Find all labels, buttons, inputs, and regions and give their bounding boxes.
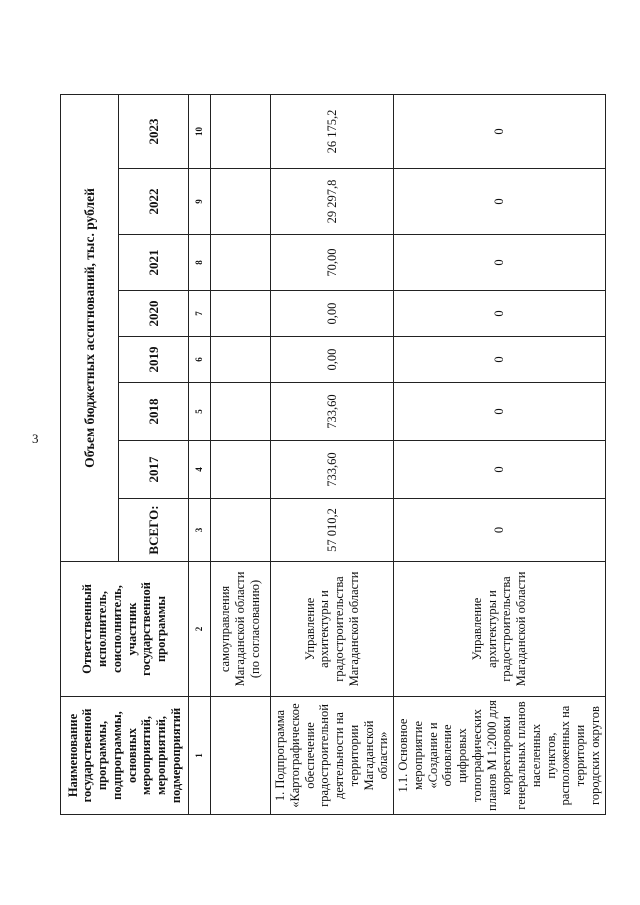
row-value-2017 <box>211 441 271 499</box>
row-value-2021 <box>211 235 271 291</box>
row-name <box>211 697 271 815</box>
header-total: ВСЕГО: <box>119 499 189 562</box>
row-value-2021: 70,00 <box>271 235 394 291</box>
row-value-2018: 733,60 <box>271 383 394 441</box>
row-value-2018 <box>211 383 271 441</box>
col-number: 1 <box>189 697 211 815</box>
row-value-2022: 29 297,8 <box>271 169 394 235</box>
row-value-2023 <box>211 94 271 168</box>
col-number: 3 <box>189 499 211 562</box>
header-year-2021: 2021 <box>119 235 189 291</box>
budget-table <box>60 94 606 815</box>
row-value-2020: 0 <box>394 291 606 337</box>
row-value-2019: 0,00 <box>271 337 394 383</box>
header-year-2017: 2017 <box>119 441 189 499</box>
col-number: 6 <box>189 337 211 383</box>
rotated-table-wrapper <box>60 95 602 815</box>
row-value-2019 <box>211 337 271 383</box>
col-number: 7 <box>189 291 211 337</box>
row-value-2023: 0 <box>394 94 606 168</box>
row-value-2017: 733,60 <box>271 441 394 499</box>
row-total <box>211 499 271 562</box>
header-year-2022: 2022 <box>119 169 189 235</box>
row-value-2017: 0 <box>394 441 606 499</box>
header-year-2023: 2023 <box>119 94 189 168</box>
row-value-2023: 26 175,2 <box>271 94 394 168</box>
row-executor: Управление архитектуры и градостроительства Магаданской области <box>394 562 606 697</box>
header-year-2018: 2018 <box>119 383 189 441</box>
col-number: 2 <box>189 562 211 697</box>
header-year-2020: 2020 <box>119 291 189 337</box>
page-number: 3 <box>32 431 39 446</box>
col-number: 10 <box>189 94 211 168</box>
row-name: 1.1. Основное мероприятие «Создание и обновление цифровых топографических планов М 1:2000 для корректировки генеральных планов населенных пунктов, расположенных на территории городских округов <box>394 697 606 815</box>
header-year-2019: 2019 <box>119 337 189 383</box>
row-value-2022 <box>211 169 271 235</box>
row-value-2019: 0 <box>394 337 606 383</box>
row-total: 0 <box>394 499 606 562</box>
row-value-2020: 0,00 <box>271 291 394 337</box>
col-number: 4 <box>189 441 211 499</box>
col-number: 9 <box>189 169 211 235</box>
row-executor: Управление архитектуры и градостроительства Магаданской области <box>271 562 394 697</box>
row-value-2018: 0 <box>394 383 606 441</box>
row-executor: самоуправления Магаданской области (по согласованию) <box>211 562 271 697</box>
row-value-2022: 0 <box>394 169 606 235</box>
header-col-executor: Ответственный исполнитель, соисполнитель, участник государственной программы <box>61 562 189 697</box>
header-budget-group: Объем бюджетных ассигнований, тыс. рублей <box>61 94 119 561</box>
row-name: 1. Подпрограмма «Картографическое обеспечение градостроительной деятельности на территории Магаданской области» <box>271 697 394 815</box>
row-value-2020 <box>211 291 271 337</box>
col-number: 8 <box>189 235 211 291</box>
row-value-2021: 0 <box>394 235 606 291</box>
col-number: 5 <box>189 383 211 441</box>
header-col-name: Наименование государственной программы, подпрограммы, основных мероприятий, мероприятий, подмероприятий <box>61 697 189 815</box>
row-total: 57 010,2 <box>271 499 394 562</box>
